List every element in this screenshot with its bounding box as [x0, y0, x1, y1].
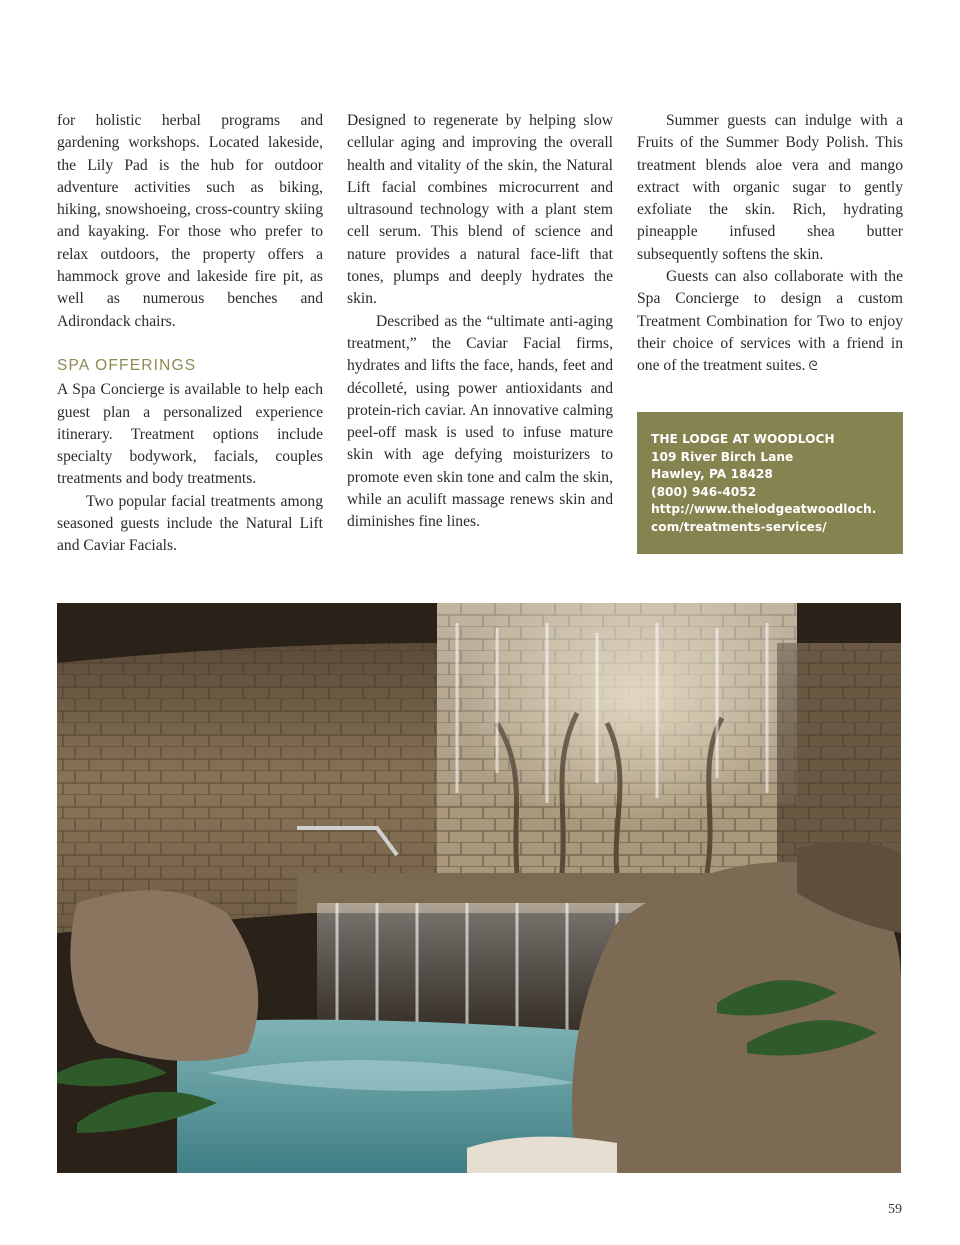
paragraph: Summer guests can indulge with a Fruits of the Summer Body Polish. This treatment blends aloe vera and mango extract with organic sugar to gently exfoliate the skin. Rich, hydrating pineapple infused shea butter subsequently softens the skin.	[637, 112, 903, 263]
text-column-3	[637, 110, 903, 378]
paragraph-text: Guests can also collaborate with the Spa Concierge to design a custom Treatment Combination for Two to enjoy their choice of services with a friend in one of the treatment suites.	[637, 268, 903, 375]
paragraph: A Spa Concierge is available to help each guest plan a personalized experience itinerary. Treatment options include specialty bodywork, facials, couples treatments and body treatments.	[57, 381, 323, 488]
spa-pool-photo	[57, 603, 901, 1173]
text-column-1	[57, 110, 323, 558]
venue-name: THE LODGE AT WOODLOCH	[651, 432, 835, 446]
paragraph-closing	[637, 266, 903, 377]
street-address: 109 River Birch Lane	[651, 449, 794, 464]
section-heading-spa-offerings: SPA OFFERINGS	[57, 356, 197, 374]
city-state-zip: Hawley, PA 18428	[651, 467, 773, 482]
phone-number: (800) 946-4052	[651, 484, 757, 499]
website-url-line-1[interactable]: http://www.thelodgeatwoodloch.	[651, 502, 877, 517]
text-column-2	[347, 110, 613, 534]
paragraph: Described as the “ultimate anti-aging treatment,” the Caviar Facial firms, hydrates and lifts the face, hands, feet and décolleté, using power antioxidants and protein-rich caviar. An innovative calming peel-off mask is used to infuse mature skin with age defying moisturizers to promote even skin tone and calm the skin, while an aculift massage renews skin and diminishes fine lines.	[347, 312, 613, 531]
paragraph: Two popular facial treatments among seasoned guests include the Natural Lift and Caviar Facials.	[57, 492, 323, 555]
end-mark-icon: ᘓ	[808, 358, 818, 374]
contact-info-box	[637, 412, 903, 554]
paragraph: Designed to regenerate by helping slow cellular aging and improving the overall health and vitality of the skin, the Natural Lift facial combines microcurrent and ultrasound technology with a plant stem cell serum. This blend of science and nature provides a natural face-lift that tones, plumps and deeply hydrates the skin.	[347, 112, 613, 308]
paragraph: for holistic herbal programs and gardening workshops. Located lakeside, the Lily Pad is the hub for outdoor adventure activities such as biking, hiking, snowshoeing, cross-country skiing and kayaking. For those who prefer to relax outdoors, the property offers a hammock grove and lakeside fire pit, as well as numerous benches and Adirondack chairs.	[57, 112, 323, 330]
page-number: 59	[888, 1202, 902, 1217]
website-url-line-2[interactable]: com/treatments-services/	[651, 519, 827, 534]
